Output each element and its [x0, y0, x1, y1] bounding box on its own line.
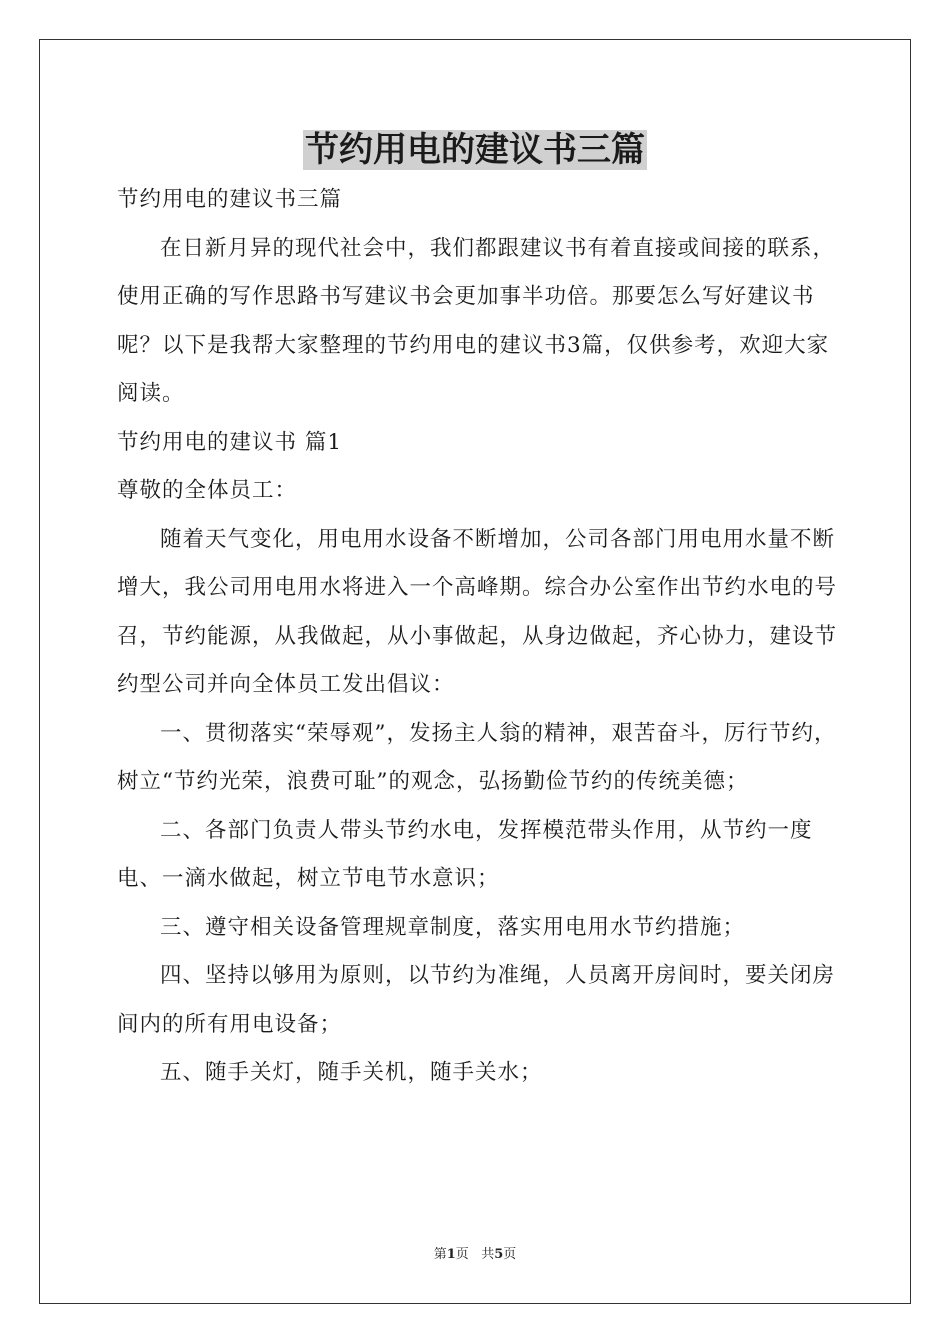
body-paragraph-0: 节约用电的建议书三篇	[117, 187, 343, 212]
body-paragraph-9: 五、随手关灯，随手关机，随手关水；	[160, 1060, 543, 1085]
document-body	[117, 176, 837, 1098]
body-paragraph-6: 二、各部门负责人带头节约水电，发挥模范带头作用，从节约一度电、一滴水做起，树立节电节水意识；	[117, 817, 813, 891]
footer-page-suffix: 页	[455, 1247, 469, 1262]
body-paragraph-1: 在日新月异的现代社会中，我们都跟建议书有着直接或间接的联系，使用正确的写作思路书写建议书会更加事半功倍。那要怎么写好建议书呢？以下是我帮大家整理的节约用电的建议书3篇，仅供参考，欢迎大家阅读。	[117, 235, 836, 406]
body-paragraph-5: 一、贯彻落实“荣辱观”，发扬主人翁的精神，艰苦奋斗，厉行节约，树立“节约光荣，浪费可耻”的观念，弘扬勤俭节约的传统美德；	[117, 720, 837, 794]
footer-page-number: 1	[446, 1247, 456, 1262]
body-paragraph-8: 四、坚持以够用为原则，以节约为准绳，人员离开房间时，要关闭房间内的所有用电设备；	[117, 963, 836, 1037]
document-title-text: 节约用电的建议书三篇	[305, 130, 645, 170]
body-paragraph-7: 三、遵守相关设备管理规章制度，落实用电用水节约措施；	[160, 914, 746, 940]
body-paragraph-4: 随着天气变化，用电用水设备不断增加，公司各部门用电用水量不断增大，我公司用电用水将进入一个高峰期。综合办公室作出节约水电的号召，节约能源，从我做起，从小事做起，从身边做起，齐心协力，建设节约型公司并向全体员工发出倡议：	[117, 526, 838, 697]
footer-page-prefix: 第	[433, 1247, 447, 1262]
body-paragraph-2: 节约用电的建议书 篇1	[117, 429, 343, 455]
page-footer	[0, 1246, 950, 1264]
document-title	[0, 128, 950, 172]
body-paragraph-3: 尊敬的全体员工：	[117, 478, 298, 503]
footer-total-pages: 5	[494, 1247, 504, 1262]
footer-total-suffix: 页	[503, 1247, 517, 1262]
footer-total-prefix: 共	[481, 1247, 495, 1262]
